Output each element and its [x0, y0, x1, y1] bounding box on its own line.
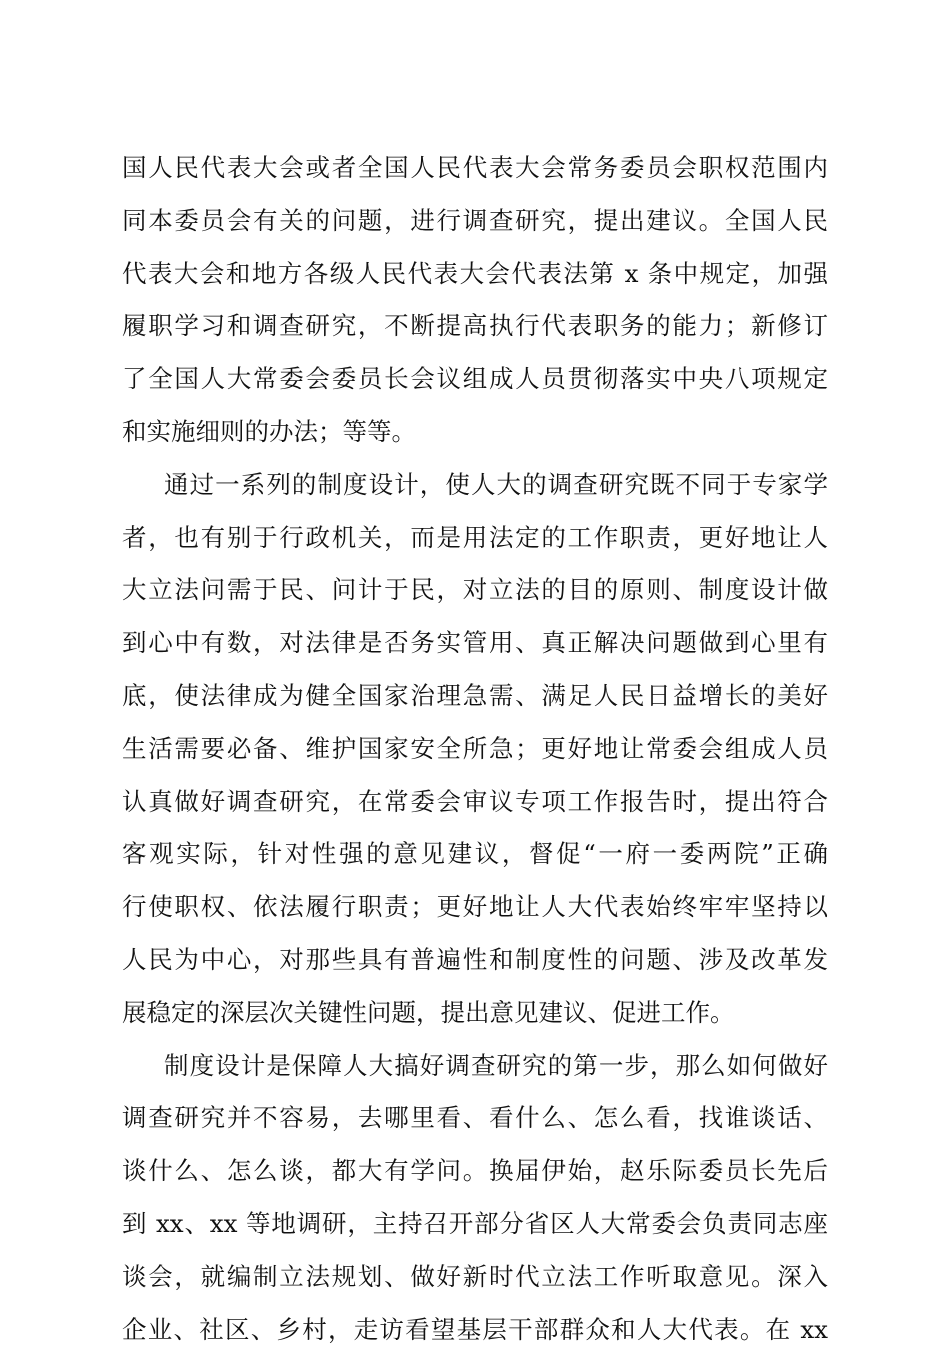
text-line: 谈什么、怎么谈，都大有学问。换届伊始，赵乐际委员长先后 [122, 1156, 828, 1186]
text-line: 企业、社区、乡村，走访看望基层干部群众和人大代表。在 xx [122, 1314, 828, 1344]
paragraph-2 [122, 459, 828, 1040]
document-body [122, 142, 828, 1356]
text-line: 者，也有别于行政机关，而是用法定的工作职责，更好地让人 [122, 522, 828, 552]
text-line: 国人民代表大会或者全国人民代表大会常务委员会职权范围内 [122, 153, 828, 182]
text-line: 到 xx、xx 等地调研，主持召开部分省区人大常委会负责同志座 [122, 1208, 828, 1238]
text-line: 到心中有数，对法律是否务实管用、真正解决问题做到心里有 [122, 628, 828, 658]
text-line: 和实施细则的办法；等等。 [122, 416, 416, 446]
text-line: 了全国人大常委会委员长会议组成人员贯彻落实中央八项规定 [122, 364, 828, 394]
text-line: 代表大会和地方各级人民代表大会代表法第 x 条中规定，加强 [122, 258, 828, 288]
text-line: 制度设计是保障人大搞好调查研究的第一步，那么如何做好 [164, 1050, 828, 1080]
text-line: 大立法问需于民、问计于民，对立法的目的原则、制度设计做 [122, 575, 828, 605]
text-line: 行使职权、依法履行职责；更好地让人大代表始终牢牢坚持以 [122, 892, 828, 922]
text-line: 生活需要必备、维护国家安全所急；更好地让常委会组成人员 [122, 733, 828, 763]
text-line: 调查研究并不容易，去哪里看、看什么、怎么看，找谁谈话、 [122, 1103, 828, 1133]
paragraph-3 [122, 1040, 828, 1356]
text-line: 认真做好调查研究，在常委会审议专项工作报告时，提出符合 [122, 786, 828, 816]
text-line: 底，使法律成为健全国家治理急需、满足人民日益增长的美好 [122, 680, 828, 710]
text-line: 展稳定的深层次关键性问题，提出意见建议、促进工作。 [122, 997, 735, 1027]
text-line: 履职学习和调查研究，不断提高执行代表职务的能力；新修订 [122, 311, 828, 341]
text-line: 人民为中心，对那些具有普遍性和制度性的问题、涉及改革发 [122, 944, 828, 974]
text-line: 客观实际，针对性强的意见建议，督促“一府一委两院”正确 [122, 839, 828, 869]
text-line: 通过一系列的制度设计，使人大的调查研究既不同于专家学 [164, 469, 828, 499]
text-line: 同本委员会有关的问题，进行调查研究，提出建议。全国人民 [122, 205, 828, 235]
text-line: 谈会，就编制立法规划、做好新时代立法工作听取意见。深入 [122, 1261, 828, 1291]
paragraph-1 [122, 142, 828, 459]
